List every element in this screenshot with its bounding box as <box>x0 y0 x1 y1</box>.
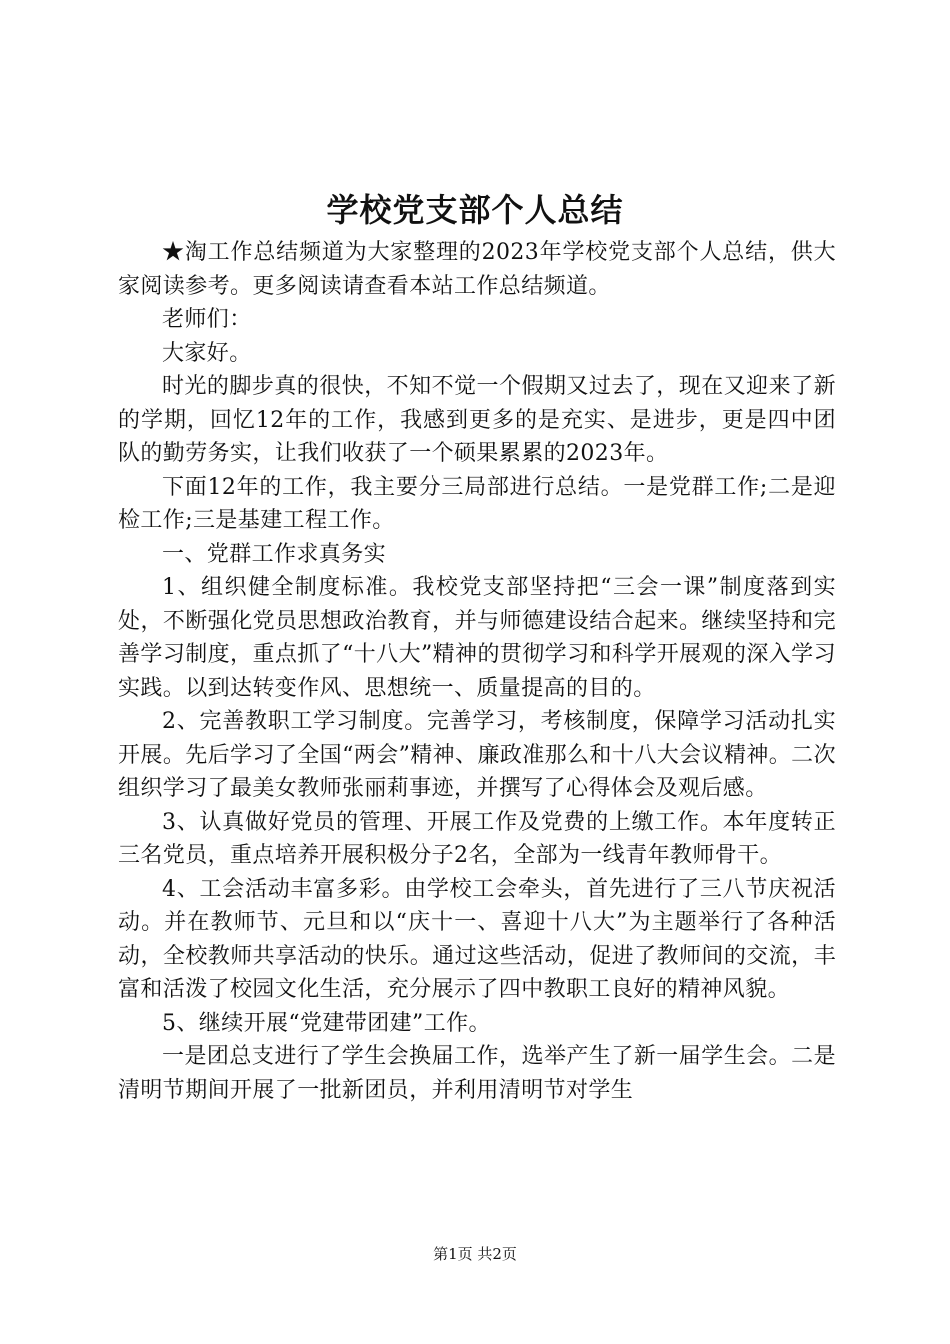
paragraph: 1、组织健全制度标准。我校党支部坚持把“三会一课”制度落到实处，不断强化党员思想政治教育，并与师德建设结合起来。继续坚持和完善学习制度，重点抓了“十八大”精神的贯彻学习和科学开展观的深入学习实践。以到达转变作风、思想统一、质量提高的目的。 <box>118 575 836 701</box>
section-heading: 一、党群工作求真务实 <box>162 541 387 567</box>
paragraph-greeting: 大家好。 <box>162 340 252 366</box>
page-footer: 第1页 共2页 <box>433 1245 517 1263</box>
paragraph: 时光的脚步真的很快，不知不觉一个假期又过去了，现在又迎来了新的学期，回忆12年的工作，我感到更多的是充实、是进步，更是四中团队的勤劳务实，让我们收获了一个硕果累累的2023年。 <box>118 374 836 466</box>
document-title: 学校党支部个人总结 <box>326 191 624 229</box>
paragraph-intro: ★淘工作总结频道为大家整理的2023年学校党支部个人总结，供大家阅读参考。更多阅读请查看本站工作总结频道。 <box>118 240 836 299</box>
paragraph: 4、工会活动丰富多彩。由学校工会牵头，首先进行了三八节庆祝活动。并在教师节、元旦和以“庆十一、喜迎十八大”为主题举行了各种活动，全校教师共享活动的快乐。通过这些活动，促进了教师间的交流，丰富和活泼了校园文化生活，充分展示了四中教职工良好的精神风貌。 <box>118 876 836 1002</box>
paragraph: 5、继续开展“党建带团建”工作。 <box>162 1010 491 1036</box>
paragraph: 一是团总支进行了学生会换届工作，选举产生了新一届学生会。二是清明节期间开展了一批新团员，并利用清明节对学生 <box>118 1044 836 1103</box>
document-body <box>118 236 836 1107</box>
paragraph: 2、完善教职工学习制度。完善学习，考核制度，保障学习活动扎实开展。先后学习了全国“两会”精神、廉政准那么和十八大会议精神。二次组织学习了最美女教师张丽莉事迹，并撰写了心得体会及观后感。 <box>118 709 836 801</box>
paragraph: 下面12年的工作，我主要分三局部进行总结。一是党群工作;二是迎检工作;三是基建工程工作。 <box>118 474 836 533</box>
paragraph-salutation: 老师们： <box>162 307 252 332</box>
paragraph: 3、认真做好党员的管理、开展工作及党费的上缴工作。本年度转正三名党员，重点培养开展积极分子2名，全部为一线青年教师骨干。 <box>118 809 836 868</box>
